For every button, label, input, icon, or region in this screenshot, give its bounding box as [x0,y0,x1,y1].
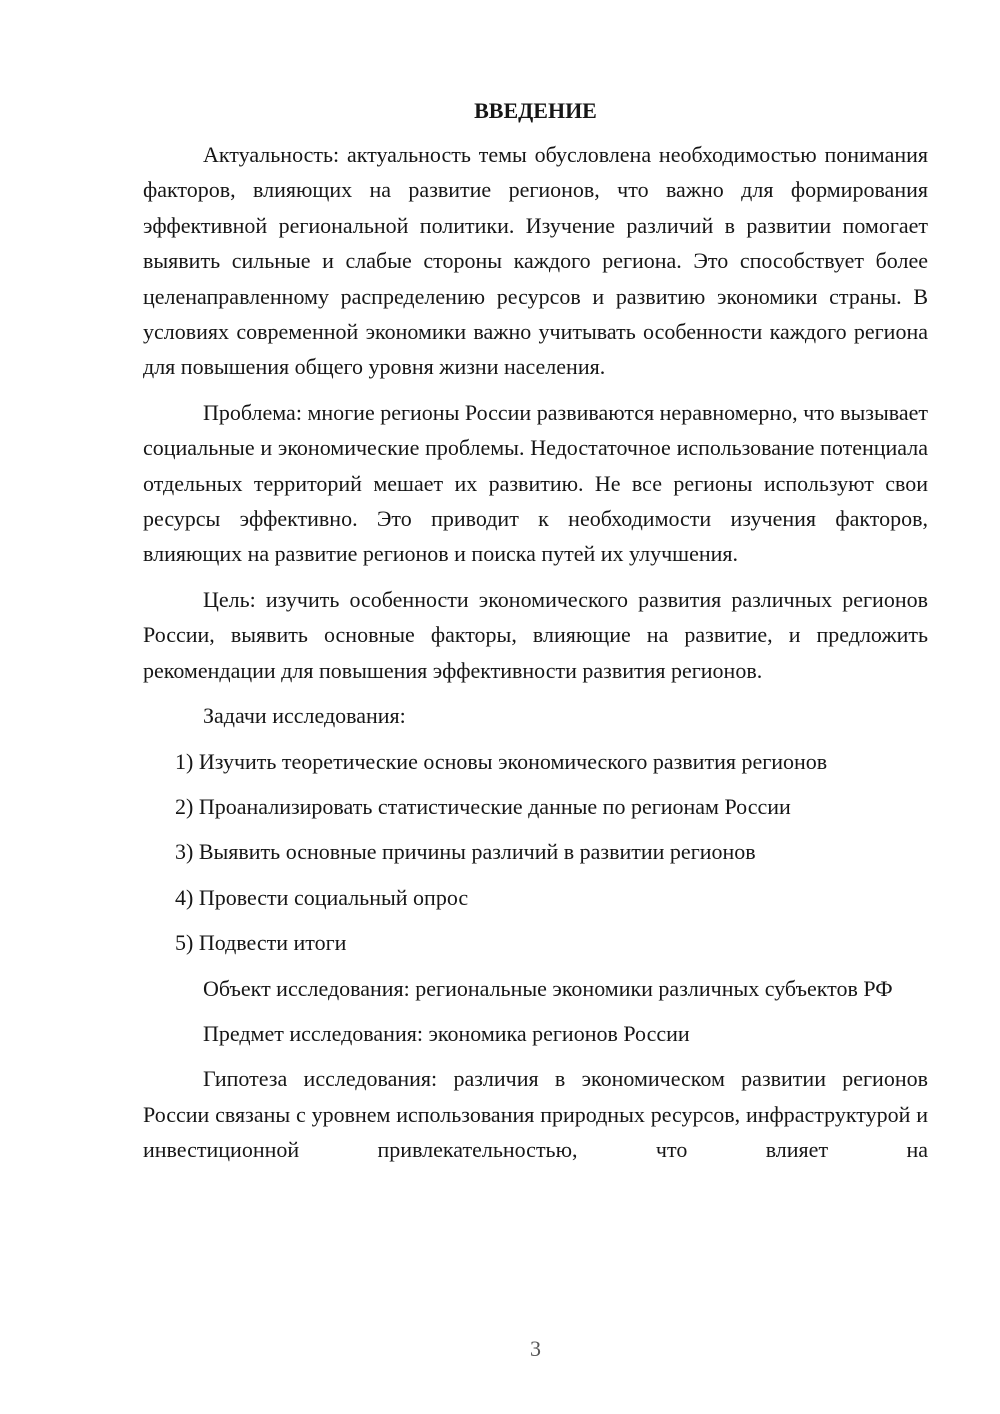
task-item: 1) Изучить теоретические основы экономического развития регионов [175,748,828,774]
tasks-heading: Задачи исследования: [203,703,406,729]
paragraph-problem: Проблема: многие регионы России развиваются неравномерно, что вызывает социальные и экономические проблемы. Недостаточное использование потенциала отдельных территорий мешает их развитию. Не все регионы используют свои ресурсы эффективно. Это приводит к необходимости изучения факторов, влияющих на развитие регионов и поиска путей их улучшения. [143,399,928,567]
tasks-list [143,744,928,961]
task-item: 3) Выявить основные причины различий в развитии регионов [175,839,756,865]
task-item: 2) Проанализировать статистические данные по регионам России [175,793,791,819]
task-item: 5) Подвести итоги [175,930,347,956]
paragraph-hypothesis: Гипотеза исследования: различия в экономическом развитии регионов России связаны с уровнем использования природных ресурсов, инфраструктурой и инвестиционной привлекательностью, что влияет на [143,1066,928,1163]
task-item: 4) Провести социальный опрос [175,884,469,910]
paragraph-relevance: Актуальность: актуальность темы обусловлена необходимостью понимания факторов, влияющих на развитие регионов, что важно для формирования эффективной региональной политики. Изучение различий в развитии помогает выявить сильные и слабые стороны каждого региона. Это способствует более целенаправленному распределению ресурсов и развитию экономики страны. В условиях современной экономики важно учитывать особенности каждого региона для повышения общего уровня жизни населения. [143,142,928,380]
paragraph-goal: Цель: изучить особенности экономического развития различных регионов России, выявить основные факторы, влияющие на развитие, и предложить рекомендации для повышения эффективности развития регионов. [143,586,928,683]
paragraph-subject: Предмет исследования: экономика регионов России [203,1020,690,1046]
paragraph-object: Объект исследования: региональные экономики различных субъектов РФ [203,975,893,1001]
section-title: ВВЕДЕНИЕ [474,98,597,123]
page-number: 3 [530,1336,541,1361]
